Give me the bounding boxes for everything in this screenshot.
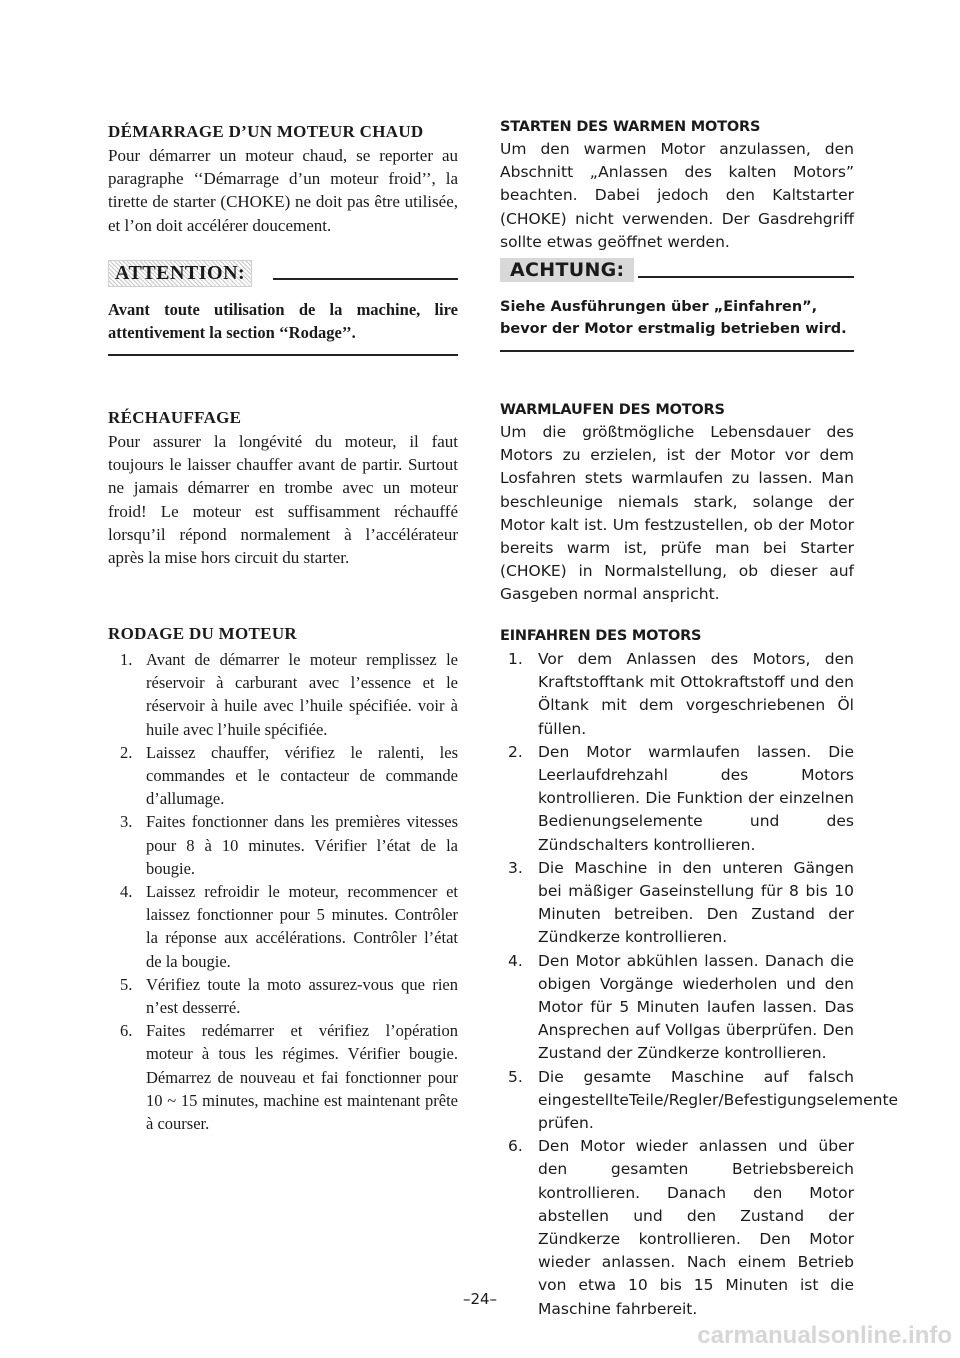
de-breakin-title: EINFAHREN DES MOTORS — [500, 628, 702, 644]
fr-attention-label: ATTENTION: — [108, 260, 252, 287]
de-hot-start-text: Um den warmen Motor anzulassen, den Abschnitt „Anlassen des kalten Motors” beachten. Dabei jedoch den Kaltstarter (CHOKE) nicht verwenden. Der Gasdrehgriff sollte etwas geöffnet werden. — [500, 140, 854, 251]
de-hot-start-title: STARTEN DES WARMEN MOTORS — [500, 119, 761, 135]
de-attention-label: ACHTUNG: — [500, 258, 634, 282]
list-item: 2. Laissez chauffer, vérifiez le ralenti, les commandes et le contacteur de commande d’allumage. — [120, 742, 458, 809]
list-item: 6. Faites redémarrer et vérifiez l’opération moteur à tous les régimes. Vérifier bougie. Démarrez de nouveau et fai fonctionner pour 10 ~ 15 minutes, machine est maintenant prête à courser. — [120, 1021, 458, 1134]
watermark: carmanualsonline.info — [697, 1322, 952, 1349]
page-number: –24– — [462, 1290, 498, 1308]
fr-hot-start-title: DÉMARRAGE D’UN MOTEUR CHAUD — [108, 122, 424, 141]
list-item: 3. Die Maschine in den unteren Gängen bei mäßiger Gaseinstellung für 8 bis 10 Minuten betreiben. Den Zustand der Zündkerze kontrollieren. — [508, 858, 854, 947]
fr-breakin-list — [108, 648, 458, 1135]
de-breakin-section — [500, 628, 899, 1321]
fr-attention-text: Avant toute utilisation de la machine, lire attentivement la section ‘‘Rodage’’. — [108, 300, 458, 342]
fr-breakin-section — [108, 624, 458, 1135]
de-attention-text: Siehe Ausführungen über „Einfahren”, bevor der Motor erstmalig betrieben wird. — [500, 299, 847, 337]
fr-attention-box — [108, 260, 458, 356]
fr-warmup-text: Pour assurer la longévité du moteur, il faut toujours le laisser chauffer avant de partir. Surtout ne jamais démarrer en trombe avec un moteur froid! Le moteur est suffisamment réchauffé lorsqu’il répond normalement à l’accélérateur après la mise hors circuit du starter. — [108, 432, 458, 568]
de-hot-start-section — [500, 119, 854, 254]
de-breakin-list — [500, 648, 899, 1321]
de-attention-rule — [638, 276, 854, 278]
fr-attention-rule — [273, 278, 458, 280]
de-warmup-section — [500, 402, 854, 607]
list-item: 1. Avant de démarrer le moteur remplissez le réservoir à carburant avec l’essence et le réservoir à huile avec l’huile spécifiée. voir à huile avec l’huile spécifiée. — [120, 650, 458, 739]
de-attention-bottom-rule — [500, 350, 854, 352]
fr-warmup-section — [108, 408, 458, 569]
fr-breakin-title: RODAGE DU MOTEUR — [108, 624, 297, 643]
fr-attention-bottom-rule — [108, 354, 458, 356]
de-attention-box — [500, 258, 854, 352]
list-item: 4. Laissez refroidir le moteur, recommencer et laissez fonctionner pour 5 minutes. Contrôler la réponse aux accélérations. Contrôler l’état de la bougie. — [120, 882, 458, 971]
list-item: 4. Den Motor abkühlen lassen. Danach die obigen Vorgänge wiederholen und den Motor für 5 Minuten laufen lassen. Das Ansprechen auf Vollgas überprüfen. Den Zustand der Zündkerze kontrollieren. — [508, 951, 854, 1063]
list-item: 1. Vor dem Anlassen des Motors, den Kraftstofftank mit Ottokraftstoff und den Öltank mit dem vorgeschriebenen Öl füllen. — [508, 650, 854, 738]
fr-hot-start-text: Pour démarrer un moteur chaud, se reporter au paragraphe ‘‘Démarrage d’un moteur froid’’, la tirette de starter (CHOKE) ne doit pas être utilisée, et l’on doit accélérer doucement. — [108, 146, 458, 235]
fr-attention-header — [108, 260, 458, 290]
list-item: 5. Vérifiez toute la moto assurez-vous que rien n’est desserré. — [120, 974, 458, 1018]
list-item: 6. Den Motor wieder anlassen und über den gesamten Betriebsbereich kontrollieren. Danach den Motor abstellen und den Zustand der Zündkerze kontrollieren. Den Motor wieder anlassen. Nach einem Betrieb von etwa 10 bis 15 Minuten ist die Maschine fahrbereit. — [508, 1137, 854, 1318]
list-item: 5. Die gesamte Maschine auf falsch eingestellteTeile/Regler/Befestigungselemente prüfen. — [508, 1067, 899, 1133]
de-warmup-title: WARMLAUFEN DES MOTORS — [500, 402, 725, 418]
list-item: 3. Faites fonctionner dans les premières vitesses pour 8 à 10 minutes. Vérifier l’état de la bougie. — [120, 812, 458, 878]
de-attention-header — [500, 258, 854, 288]
fr-warmup-title: RÉCHAUFFAGE — [108, 408, 242, 427]
list-item: 2. Den Motor warmlaufen lassen. Die Leerlaufdrehzahl des Motors kontrollieren. Die Funktion der einzelnen Bedienungselemente und des Zündschalters kontrollieren. — [508, 742, 854, 854]
de-warmup-text: Um die größtmögliche Lebensdauer des Motors zu erzielen, ist der Motor vor dem Losfahren stets warmlaufen zu lassen. Man beschleunige niemals stark, solange der Motor kalt ist. Um festzustellen, ob der Motor bereits warm ist, prüfe man bei Starter (CHOKE) in Normalstellung, ob dieser auf Gasgeben normal anspricht. — [500, 423, 854, 604]
fr-hot-start-section — [108, 122, 458, 237]
